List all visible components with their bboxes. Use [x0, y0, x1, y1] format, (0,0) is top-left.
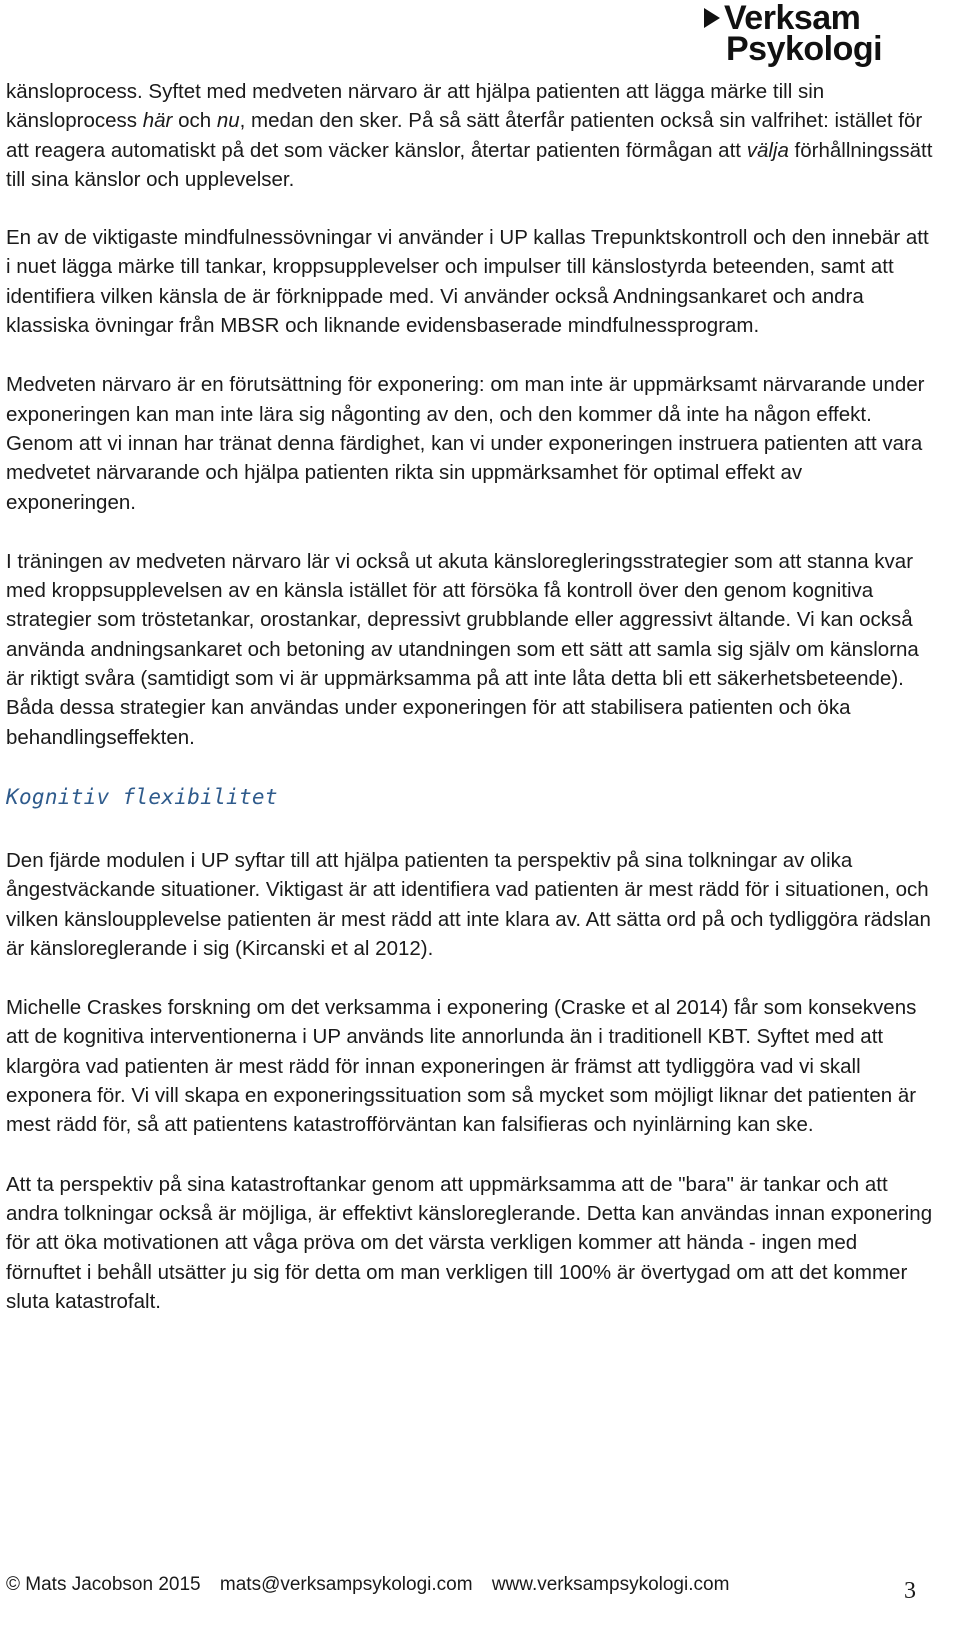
emphasis-here: här: [142, 109, 173, 133]
paragraph-6: Michelle Craskes forskning om det verksamma i exponering (Craske et al 2014) får som konsekvens att de kognitiva interventionerna i UP används lite annorlunda än i traditionell KBT. Syftet med att klargöra vad patienten är mest rädd för innan exponeringen är främst att tydliggöra vad vi skall exponera för. Vi vill skapa en exponeringssituation som så mycket som möjligt liknar det patienten är mest rädd för, så att patientens katastrofförväntan kan falsifieras och nyinlärning kan ske.: [6, 996, 917, 1137]
paragraph-2: En av de viktigaste mindfulnessövningar vi använder i UP kallas Trepunktskontroll och den innebär att i nuet lägga märke till tankar, kroppsupplevelser och impulser till känslostyrda beteenden, samt att identifiera vilken känsla de är förknippade med. Vi använder också Andningsankaret och andra klassiska övningar från MBSR och liknande evidensbaserade mindfulnessprogram.: [6, 226, 929, 338]
paragraph-3: Medveten närvaro är en förutsättning för exponering: om man inte är uppmärksamt närvarande under exponeringen kan man inte lära sig någonting av den, och den kommer då inte ha någon effekt. Genom att vi innan har tränat denna färdighet, kan vi under exponeringen instruera patienten att vara medvetet närvarande och hjälpa patienten rikta sin uppmärksamhet för optimal effekt av exponeringen.: [6, 373, 925, 514]
page-number: 3: [904, 1578, 916, 1604]
logo-text-verksam: Verksam: [724, 0, 861, 37]
footer-copyright: © Mats Jacobson 2015: [6, 1574, 201, 1595]
paragraph-1-text-c: , medan den sker. På så sätt återfår patienten också sin valfrihet: istället för att reagera automatiskt på det som väcker känslor, återtar patienten förmågan att: [6, 109, 923, 162]
footer-email: mats@verksampsykologi.com: [219, 1574, 473, 1595]
page-footer: [6, 1573, 930, 1613]
logo-text-psykologi: Psykologi: [726, 30, 883, 68]
emphasis-now: nu: [216, 109, 240, 133]
paragraph-4: I träningen av medveten närvaro lär vi också ut akuta känsloregleringsstrategier som att stanna kvar med kroppsupplevelsen av en känsla istället för att försöka få kontroll över den genom kognitiva strategier som tröstetankar, orostankar, depressivt grubblande eller aggressivt ältande. Vi kan också använda andningsankaret och betoning av utandningen som ett sätt att samla sig själv om känslorna är riktigt svåra (samtidigt som vi är uppmärksamma på att inte låta detta bli ett säkerhetsbeteende). Båda dessa strategier kan användas under exponeringen för att stabilisera patienten och öka behandlingseffekten.: [6, 549, 919, 749]
paragraph-1-text-d: förhållningssätt till sina känslor och upplevelser.: [6, 138, 933, 191]
document-body: [6, 77, 936, 1346]
paragraph-1-text-a: känsloprocess. Syftet med medveten närvaro är att hjälpa patienten att lägga märke till sin känsloprocess: [6, 80, 825, 133]
play-arrow-icon: [704, 8, 720, 28]
paragraph-1-text-b: och: [172, 109, 217, 133]
paragraph-5: Den fjärde modulen i UP syftar till att hjälpa patienten ta perspektiv på sina tolkningar av olika ångestväckande situationer. Viktigast är att identifiera vad patienten är mest rädd för i situationen, och vilken känsloupplevelse patienten är mest rädd att inte klara av. Att sätta ord på och tydliggöra rädslan är känsloreglerande i sig (Kircanski et al 2012).: [6, 848, 931, 960]
footer-website: www.verksampsykologi.com: [491, 1574, 730, 1595]
verksam-psykologi-logo: [704, 0, 934, 72]
paragraph-1: [6, 77, 936, 194]
paragraph-7: Att ta perspektiv på sina katastroftankar genom att uppmärksamma att de "bara" är tankar och att andra tolkningar också är möjliga, är effektivt känsloreglerande. Detta kan användas innan exponering för att öka motivationen att våga pröva om det värsta verkligen kommer att hända - ingen med förnuftet i behåll utsätter ju sig för detta om man verkligen till 100% är övertygad om att det kommer sluta katastrofalt.: [6, 1172, 933, 1313]
emphasis-choose: välja: [746, 138, 789, 162]
section-heading: Kognitiv flexibilitet: [6, 784, 278, 809]
